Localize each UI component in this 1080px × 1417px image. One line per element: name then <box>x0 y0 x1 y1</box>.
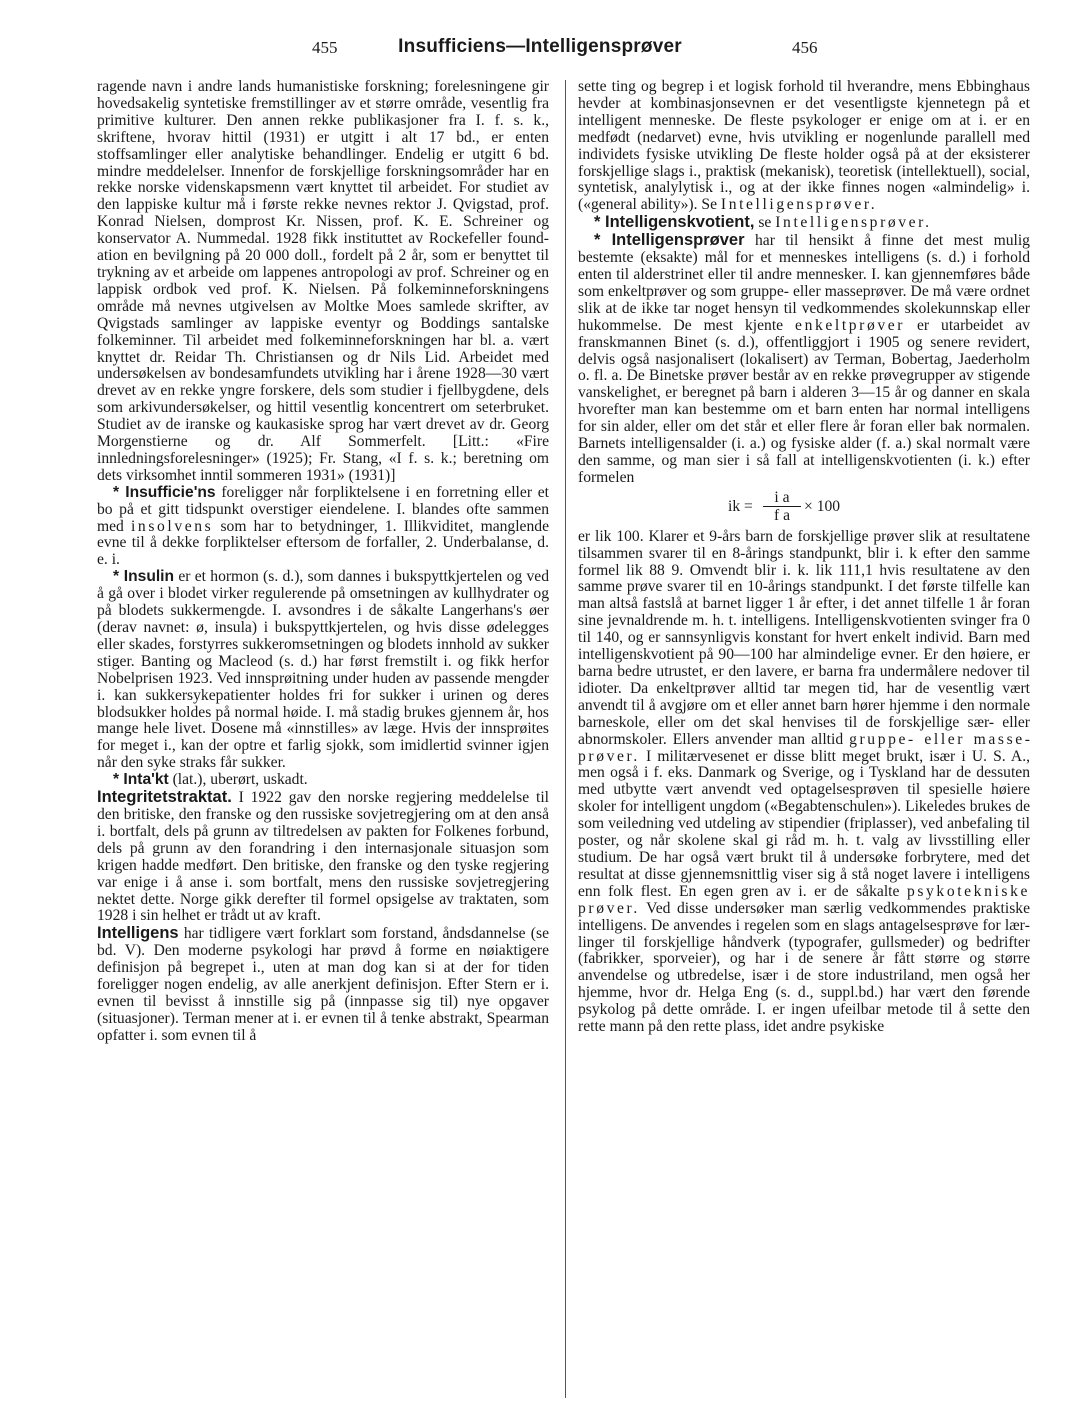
entry-text: I 1922 gav den norske regjering meddelelse til den britiske, den franske og den russiske sovjetregjering om at den anså i. bortfalt, dels på grunn av tiltredelsen av pakten for Folkenes forbund, dels på grunn av den forandring i den internasjonale situasjon som krigen hadde medført. Den britiske, den franske og den tyske regjering var enige i å anse i. som bortfalt, mens den russiske sovjetregjering nektet dette. Norge gikk derefter til formel opsigelse av traktaten, som 1928 i sin helhet er trådt ut av kraft. <box>97 789 549 925</box>
paragraph-formula-followup <box>578 529 1030 1036</box>
entry-text: som har to betydninger, 1. Illikviditet, manglende evne til å dekke forpliktelser eftersom de forfaller, 2. Underbalanse, d. e. i. <box>97 517 549 569</box>
entry-text: er lik 100. Klarer et 9-års barn de forskjellige prøver slik at resultatene tilsammen svarer til en 8-årings standpunkt, blir i. k efter den samme formel lik 88 9. Omvendt blir i. k. lik 111,1 hvis resultatene av den samme prøve svarer til en 10-årings standpunkt. I det første tilfelle kan man altså fastslå at barnet ligger 1 år efter, i det annet tilfelle 1 år foran sine jevnaldrende m. h. t. intelligens. Intelligenskvotienten svinger fra 0 til 140, og er sannsynligvis konstant for hvert enkelt individ. Barn med intelligenskvotient på 90—100 har almindelige evner. Er den høiere, er barna bedre utrustet, er den lavere, er barna fra undermålere nedover til idioter. Da enkeltprøver alltid tar megen tid, har de vesentlig vært anvendt til å avgjøre om et eller annet barn hører hjemme i den normale barneskole, eller om det skal henvises til de forskjellige sær- eller abnormskoler. Ellers anvender man alltid <box>578 527 1030 748</box>
entry-intelligens <box>97 925 549 1044</box>
column-divider <box>565 80 566 1398</box>
headword: * Intelligensprøver <box>594 231 745 250</box>
formula-fraction <box>763 489 801 524</box>
headword: * Insufficie'ns <box>113 483 216 501</box>
entry-insulin <box>97 569 549 772</box>
entry-text: I militærvesenet er disse blitt meget brukt, især i U. S. A., men også i f. eks. Danmark og Sverige, og i Tyskland har de dessuten med utbytte vært anvendt ved optagelsesprøven til spesielle høiere skoler for intelligent ungdom («Begabtenschulen»). Likeledes brukes de som veiledning ved utdeling av stipendier (friplasser), ved anbefaling til poster, og når skolene skal gi råd m. h. t. valg av livsstilling eller studium. De har også vært brukt til å undersøke forbrytere, med det resultat at disse gjennemsnittlig viser sig å stå noget lavere i intelligens enn folk flest. En egen gren av i. er de såkalte <box>578 747 1030 900</box>
entry-text: har tidligere vært forklart som forstand, åndsdannelse (se bd. V). Den moderne psykologi har prøvd å forme en nøiaktigere definisjon på begrepet i., uten at man dog kan si at der for tiden foreligger nogen endelig, av alle anerkjent definisjon. Efter Stern er i. evnen til bevisst å innstille sig på (innpasse sig til) nye opgaver (situasjoner). Terman mener at i. er evnen til å tenke abstrakt, Spearman opfatter i. som evnen til å <box>97 925 549 1044</box>
entry-intelligensprover <box>578 232 1030 487</box>
iq-formula <box>578 489 1030 527</box>
entry-text: Ved disse undersøker man særlig vedkommendes praktiske intelligens. De anvendes i regelen som en slags antagelsesprøve for lærlinger til forskjellige håndverk (typografer, gullsmeder) og bedrifter (fabrikker, sporveier), og har i de senere år fått større og større anvendelse og utbredelse, især i de store industriland, men også her hjemme, hvor dr. Helga Eng (s. d., suppl.bd.) har vært den førende psykolog på dette område. I. er ingen ufeilbar metode til å sette den rette mann på den rette plass, idet andre psykiske <box>578 899 1030 1036</box>
formula-rhs: × 100 <box>804 497 841 515</box>
entry-intelligenskvotient <box>578 214 1030 232</box>
entry-text: foreligger når forpliktelsene i en forretning eller et bo på et gitt tidspunkt overstiger eiendelene. I. blandes ofte sammen med <box>97 483 549 535</box>
right-column <box>578 79 1030 1409</box>
page-header <box>0 38 1080 64</box>
paragraph-continuation: ragende navn i andre lands humanistiske forskning; forelesningene gir hovedsakelig syntetiske fremstillinger av et større område, vesentlig fra primitive kulturer. Den annen rekke publikasjoner fra I. f. s. k., skriftene, hvorav hittil (1931) er utgitt i alt 17 bd., er enten stoffsamlinger eller analytiske behandlinger. Endelig er utgitt 6 bd. mindre meddelelser. Innenfor de forskjellige forskningsområder har en rekke norske videnskapsmenn vært knyttet til arbeidet. For studiet av den lappiske kultur må i første rekke nevnes rektor J. Qvigstad, prof. Konrad Nielsen, domprost Kr. Nissen, prof. K. E. Schreiner og konservator A. Nummedal. 1928 fikk instituttet av Rockefeller foundation en bevilgning på 20 000 doll., fordelt på 2 år, som er benyttet til trykning av et arbeide om lappenes antropologi av prof. Schreiner og en lappisk ordbok ved prof. K. Nielsen. På folkeminneforskningens område må nevnes utgivelsen av Moltke Moes samlede skrifter, av Qvigstads samlinger av lappiske eventyr og Boddings santalske folkeminner. Til arbeidet med folkeminneforskningen har bl. a. vært knyttet dr. Reidar Th. Christiansen og dr Nils Lid. Arbeidet med undersøkelsen av bondesamfundets utvikling har i årene 1928—30 vært drevet av en rekke yngre forskere, dels som studier i fjellbygdene, dels som arkivundersøkelser, og hittil vesentlig koncentrert om seterbruket. Studiet av de iranske og kaukasiske sprog har vært drevet av dr. Georg Morgenstierne og dr. Alf Sommerfelt. [Litt.: «Fire innledningsforelesninger» (1925); Fr. Stang, «I f. s. k.; beretning om dets virksomhet inntil sommeren 1931» (1931)] <box>97 79 549 484</box>
headword: * Insulin <box>113 568 175 586</box>
headword: * Inta'kt <box>113 771 169 789</box>
entry-text: er utarbeidet av franskmannen Binet (s. d.), offentliggjort i 1905 og senere revidert, delvis også nasjonalisert (lokalisert) av Terman, Bobertag, Jaederholm o. fl. a. De Binetske prøver består av en rekke prøvegrupper av stigende vanskelighet, er beregnet på barn i alderen 3—15 år og danner en skala hvorefter man kan bestemme om et barn enten har normal intelligens for sin alder, eller om det står et eller flere år foran eller bak normalen. Barnets intelligensalder (i. a.) og fysiske alder (f. a.) skal normalt være den samme, og man sier i så fall at intelligenskvotienten (i. k.) efter formelen <box>578 316 1030 486</box>
running-title: Insufficiens—Intelligensprøver <box>398 36 682 57</box>
headword: Intelligens <box>97 924 179 943</box>
formula-lhs: ik = <box>728 497 753 515</box>
headword: Integritetstraktat. <box>97 788 232 807</box>
entry-insufficiens <box>97 485 549 570</box>
entry-text: (lat.), uberørt, uskadt. <box>168 771 308 789</box>
page-number-right: 456 <box>792 38 818 57</box>
entry-text: har til hensikt å finne det mest mulig bestemte (eksakte) mål for et menneskes intelligens (s. d.) i forhold enten til alderstrinet eller til andre mennesker. I. kan gjennemføres både som enkeltprøver og som gruppe- eller masseprøver. De må være ordnet slik at de ikke tar noget hensyn til vedkommendes skolekunnskap eller hukommelse. De mest kjente <box>578 232 1030 334</box>
spaced-reference: insolvens <box>131 517 214 535</box>
formula-denominator: f a <box>773 506 790 524</box>
left-column <box>97 79 549 1409</box>
spaced-reference: Intelligensprøver. <box>775 214 932 232</box>
paragraph-continuation <box>578 79 1030 214</box>
spaced-term: enkeltprøver <box>795 316 906 334</box>
entry-text: er et hormon (s. d.), som dannes i bukspyttkjertelen og ved å gå over i blodet virker regulerende på omsetningen av kullhydrater og på blodets sukkermengde. I. avsondres i de såkalte Langerhans's øer (derav navnet: ø, insula) i bukspyttkjertelen, og hvis disse ødelegges eller skades, forstyrres sukkeromsetningen og blodets innhold av sukker stiger. Banting og Macleod (s. d.) har først fremstilt i. og fikk herfor Nobelprisen 1923. Ved innsprøitning under huden av passende mengder i. kan sukkersykepatienter holdes fri for sukker i urinen og deres blodsukker holdes på normal høide. I. må stadig brukes gjennem år, hos mange hele livet. Dosene må «innstilles» av læge. Hvis der innsprøites for meget i., kan der optre et farlig sjokk, som imidlertid svinner igjen når den syke straks får sukker. <box>97 568 549 772</box>
spaced-term: gruppe- eller masseprøver. <box>578 730 1030 765</box>
entry-text: sette ting og begrep i et logisk forhold til hverandre, mens Ebbinghaus hevder at kombinasjonsevnen er det vesentligste kjennetegn på et intelligent menneske. De fleste psykologer er enige om at i. er en medfødt (nedarvet) evne, hvis utvikling er nogenlunde parallell med individets fysiske utvikling De fleste holder også på at der eksisterer forskjellige slags i., praktisk (mekanisk), teoretisk (intellektuell), social, syntetisk, analylytisk i., og at der ikke finnes nogen «almindelig» i. («general ability»). Se <box>578 79 1030 214</box>
formula-numerator: i a <box>763 489 801 507</box>
entry-text: se <box>754 214 776 232</box>
page-number-left: 455 <box>312 38 338 57</box>
entry-integritetstraktat <box>97 789 549 925</box>
entry-intakt <box>97 772 549 789</box>
spaced-term: psykotekniske prøver. <box>578 882 1030 917</box>
spaced-reference: Intelligensprøver. <box>720 196 878 214</box>
headword: * Intelligenskvotient, <box>594 213 755 232</box>
